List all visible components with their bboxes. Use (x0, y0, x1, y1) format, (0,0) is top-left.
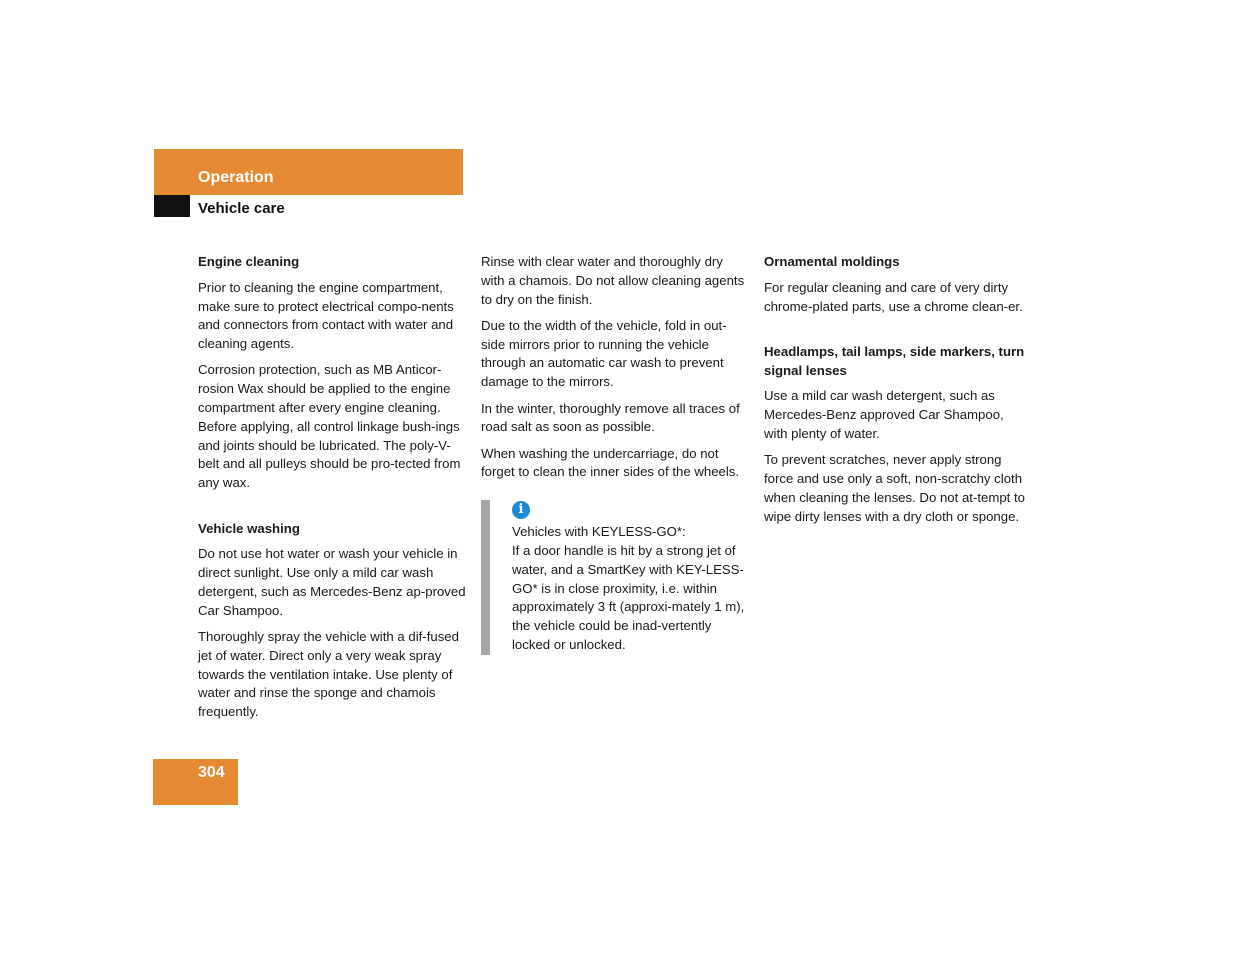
subsection-title: Vehicle care (198, 200, 285, 217)
info-icon: i (512, 501, 530, 519)
section-title: Operation (198, 169, 274, 186)
heading-ornamental-moldings: Ornamental moldings (764, 254, 900, 269)
page-number: 304 (198, 764, 225, 781)
page-number-box (153, 759, 238, 805)
info-note-line1: Vehicles with KEYLESS-GO*: (512, 524, 686, 540)
column-3 (764, 253, 1030, 534)
column-1 (198, 253, 466, 730)
paragraph: For regular cleaning and care of very dirty chrome-plated parts, use a chrome clean-er. (764, 279, 1023, 314)
paragraph: To prevent scratches, never apply strong force and use only a soft, non-scratchy cloth when cleaning the lenses. Do not at-tempt to wipe dirty lenses with a dry cloth or sponge. (764, 452, 1025, 524)
paragraph: Rinse with clear water and thoroughly dry with a chamois. Do not allow cleaning agents to dry on the finish. (481, 254, 745, 307)
paragraph: Due to the width of the vehicle, fold in out-side mirrors prior to running the vehicle through an automatic car wash to prevent damage to the mirrors. (481, 317, 727, 390)
heading-headlamps: Headlamps, tail lamps, side markers, turn signal lenses (764, 343, 1025, 378)
paragraph: Use a mild car wash detergent, such as Mercedes-Benz approved Car Shampoo, with plenty of water. (764, 388, 1004, 442)
paragraph: In the winter, thoroughly remove all traces of road salt as soon as possible. (481, 400, 740, 435)
paragraph: Corrosion protection, such as MB Anticor-rosion Wax should be applied to the engine compartment after every engine cleaning. Before applying, all control linkage bush-ings and joints should be lubricated. The poly-V-belt and all pulleys should be pro-tected from any wax. (198, 362, 461, 491)
paragraph: Prior to cleaning the engine compartment, make sure to protect electrical compo-nents and connectors from contact with water and cleaning agents. (198, 279, 454, 352)
subsection-marker (154, 195, 190, 217)
info-note (481, 500, 749, 655)
heading-vehicle-washing: Vehicle washing (198, 520, 300, 536)
info-note-text: If a door handle is hit by a strong jet of water, and a SmartKey with KEY-LESS-GO* is in close proximity, i.e. within approximately 3 ft (approxi-mately 1 m), the vehicle could be inad-vertently locked or unlocked. (512, 543, 745, 653)
column-2 (481, 253, 749, 655)
paragraph: Thoroughly spray the vehicle with a dif-fused jet of water. Direct only a very weak spray towards the ventilation intake. Use plenty of water and rinse the sponge and chamois frequently. (198, 629, 459, 720)
paragraph: Do not use hot water or wash your vehicle in direct sunlight. Use only a mild car wash detergent, such as Mercedes-Benz ap-proved Car Shampoo. (198, 546, 466, 618)
paragraph: When washing the undercarriage, do not forget to clean the inner sides of the wheels. (481, 445, 740, 480)
heading-engine-cleaning: Engine cleaning (198, 254, 300, 269)
